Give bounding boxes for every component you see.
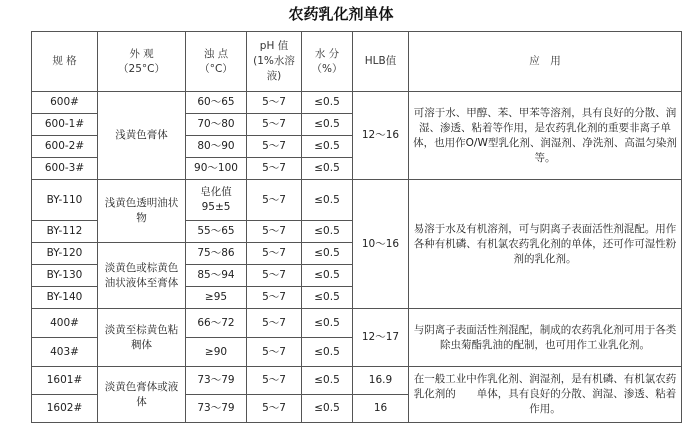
header-hlb: HLB值 bbox=[353, 32, 409, 92]
cloud-point-cell: 90～100 bbox=[186, 158, 247, 180]
application-cell: 易溶于水及有机溶剂，可与阴离子表面活性剂混配。用作各种有机磷、有机氯农药乳化剂的单体，还可作可湿性粉剂的乳化剂。 bbox=[409, 180, 682, 309]
cloud-point-cell: 66～72 bbox=[186, 309, 247, 338]
ph-cell: 5～7 bbox=[247, 221, 302, 243]
application-cell: 可溶于水、甲醇、苯、甲苯等溶剂，具有良好的分散、润湿、渗透、粘着等作用，是农药乳化剂的重要非离子单体，也用作O/W型乳化剂、润湿剂、净洗剂、高温匀染剂等。 bbox=[409, 92, 682, 180]
appearance-cell: 淡黄色膏体或液体 bbox=[98, 367, 186, 423]
spec-cell: 400# bbox=[32, 309, 98, 338]
water-cell: ≤0.5 bbox=[302, 158, 353, 180]
cloud-point-cell: 75～86 bbox=[186, 243, 247, 265]
spec-cell: 1601# bbox=[32, 367, 98, 395]
water-cell: ≤0.5 bbox=[302, 243, 353, 265]
ph-cell: 5～7 bbox=[247, 158, 302, 180]
spec-cell: 600-2# bbox=[32, 136, 98, 158]
hlb-cell: 16.9 bbox=[353, 367, 409, 395]
ph-cell: 5～7 bbox=[247, 114, 302, 136]
cloud-point-cell: 55～65 bbox=[186, 221, 247, 243]
water-cell: ≤0.5 bbox=[302, 114, 353, 136]
spec-cell: BY-110 bbox=[32, 180, 98, 221]
spec-cell: 600-3# bbox=[32, 158, 98, 180]
hlb-cell: 12～17 bbox=[353, 309, 409, 367]
emulsifier-spec-table bbox=[31, 31, 682, 423]
header-application: 应 用 bbox=[409, 32, 682, 92]
application-cell: 在一般工业中作乳化剂、润湿剂，是有机磷、有机氯农药乳化剂的 单体，具有良好的分散、润湿、渗透、粘着作用。 bbox=[409, 367, 682, 423]
header-water: 水 分 （%） bbox=[302, 32, 353, 92]
spec-cell: 403# bbox=[32, 338, 98, 367]
ph-cell: 5～7 bbox=[247, 309, 302, 338]
ph-cell: 5～7 bbox=[247, 287, 302, 309]
ph-cell: 5～7 bbox=[247, 136, 302, 158]
water-cell: ≤0.5 bbox=[302, 367, 353, 395]
ph-cell: 5～7 bbox=[247, 92, 302, 114]
cloud-point-cell: 60～65 bbox=[186, 92, 247, 114]
spec-cell: 600# bbox=[32, 92, 98, 114]
appearance-cell: 淡黄色或棕黄色油状液体至膏体 bbox=[98, 243, 186, 309]
cloud-point-cell: 73～79 bbox=[186, 395, 247, 423]
water-cell: ≤0.5 bbox=[302, 92, 353, 114]
ph-cell: 5～7 bbox=[247, 367, 302, 395]
header-spec: 规 格 bbox=[32, 32, 98, 92]
water-cell: ≤0.5 bbox=[302, 287, 353, 309]
table-row bbox=[32, 92, 682, 114]
hlb-cell: 16 bbox=[353, 395, 409, 423]
ph-cell: 5～7 bbox=[247, 338, 302, 367]
cloud-point-cell: 73～79 bbox=[186, 367, 247, 395]
water-cell: ≤0.5 bbox=[302, 338, 353, 367]
water-cell: ≤0.5 bbox=[302, 265, 353, 287]
ph-cell: 5～7 bbox=[247, 395, 302, 423]
water-cell: ≤0.5 bbox=[302, 136, 353, 158]
table-header-row bbox=[32, 32, 682, 92]
table-row bbox=[32, 367, 682, 395]
appearance-cell: 淡黄至棕黄色粘稠体 bbox=[98, 309, 186, 367]
page-title: 农药乳化剂单体 bbox=[288, 5, 394, 23]
hlb-cell: 10～16 bbox=[353, 180, 409, 309]
header-ph: pH 值 (1%水溶 液) bbox=[247, 32, 302, 92]
spec-cell: BY-130 bbox=[32, 265, 98, 287]
water-cell: ≤0.5 bbox=[302, 221, 353, 243]
cloud-point-cell: 70～80 bbox=[186, 114, 247, 136]
cloud-point-cell: 85～94 bbox=[186, 265, 247, 287]
spec-cell: BY-120 bbox=[32, 243, 98, 265]
cloud-point-cell: 皂化值95±5 bbox=[186, 180, 247, 221]
ph-cell: 5～7 bbox=[247, 265, 302, 287]
header-appearance: 外 观 （25°C） bbox=[98, 32, 186, 92]
appearance-cell: 浅黄色膏体 bbox=[98, 92, 186, 180]
water-cell: ≤0.5 bbox=[302, 309, 353, 338]
cloud-point-cell: 80～90 bbox=[186, 136, 247, 158]
application-cell: 与阴离子表面活性剂混配，制成的农药乳化剂可用于各类除虫菊酯乳油的配制，也可用作工业乳化剂。 bbox=[409, 309, 682, 367]
spec-cell: BY-112 bbox=[32, 221, 98, 243]
table-row bbox=[32, 309, 682, 338]
ph-cell: 5～7 bbox=[247, 243, 302, 265]
cloud-point-cell: ≥95 bbox=[186, 287, 247, 309]
spec-cell: BY-140 bbox=[32, 287, 98, 309]
table-row bbox=[32, 180, 682, 221]
cloud-point-cell: ≥90 bbox=[186, 338, 247, 367]
spec-cell: 1602# bbox=[32, 395, 98, 423]
appearance-cell: 浅黄色透明油状物 bbox=[98, 180, 186, 243]
water-cell: ≤0.5 bbox=[302, 395, 353, 423]
water-cell: ≤0.5 bbox=[302, 180, 353, 221]
ph-cell: 5～7 bbox=[247, 180, 302, 221]
spec-cell: 600-1# bbox=[32, 114, 98, 136]
header-cloud-point: 浊 点 （°C） bbox=[186, 32, 247, 92]
hlb-cell: 12～16 bbox=[353, 92, 409, 180]
